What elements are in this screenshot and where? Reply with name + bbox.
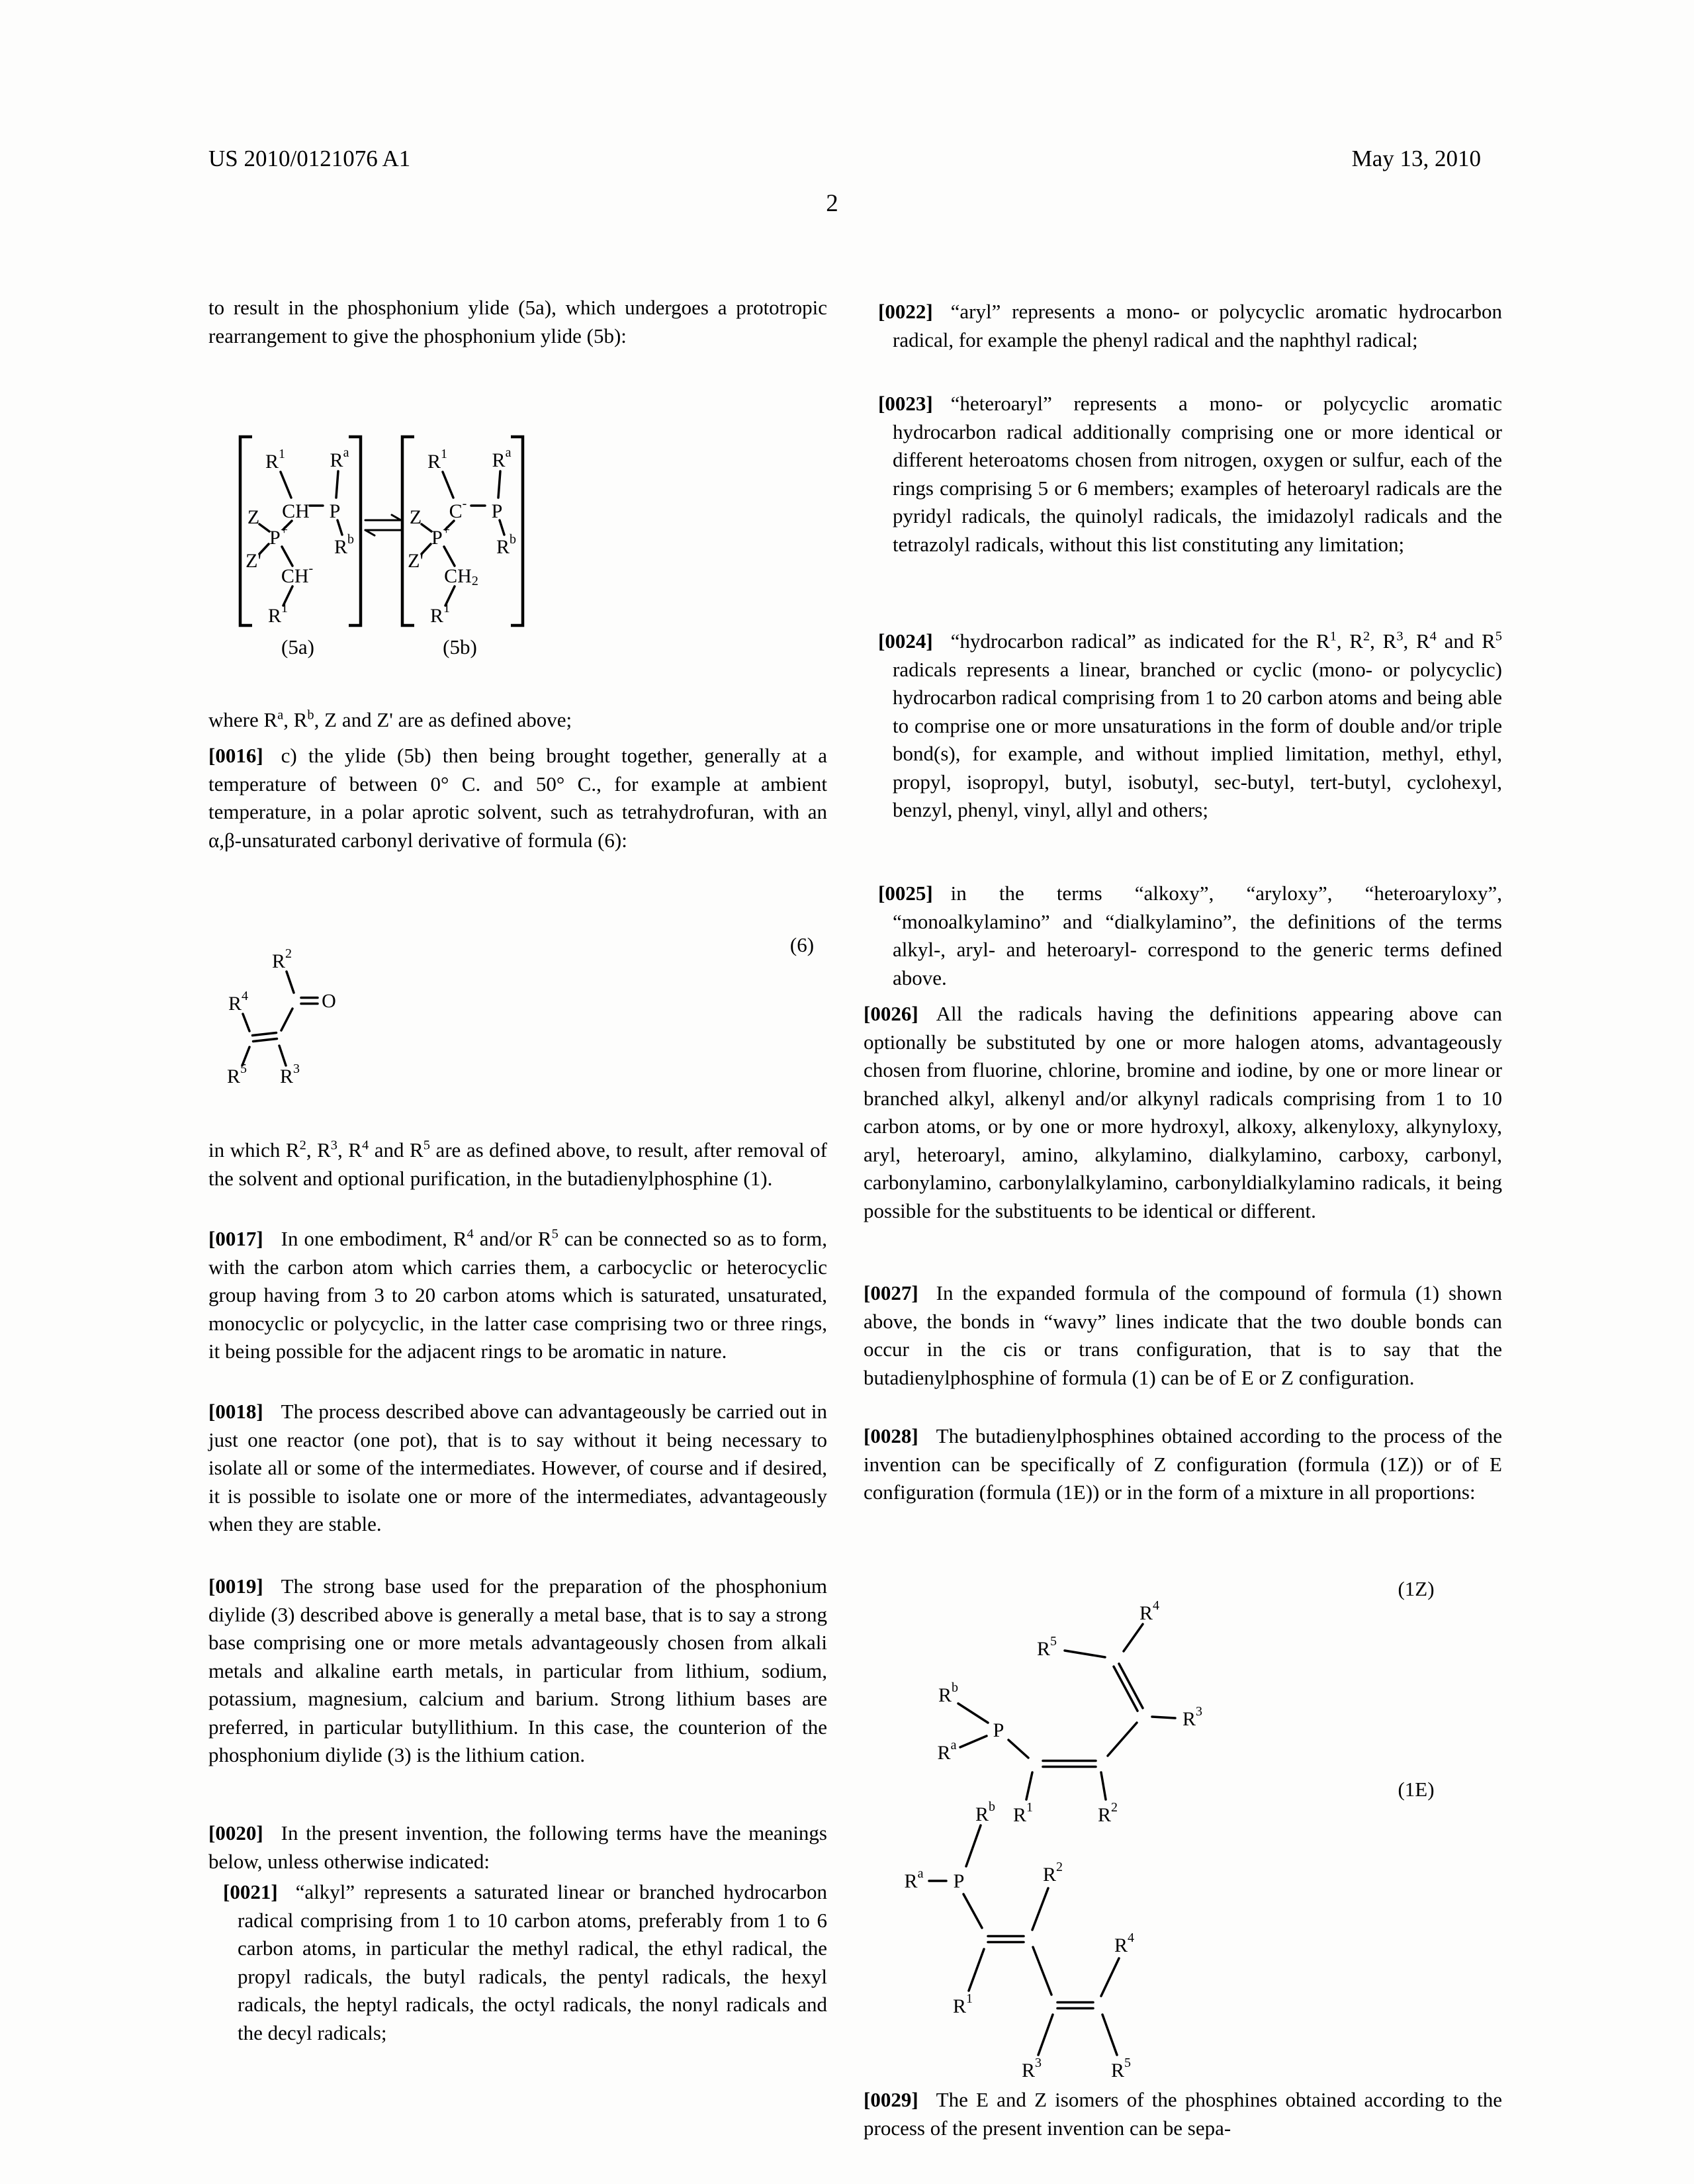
atom-label: $R^1$ — [952, 1991, 973, 2017]
publication-date: May 13, 2010 — [1351, 146, 1481, 171]
atom-label: P+ — [431, 523, 450, 549]
paragraph-text: In one embodiment, $R^4$ and/or $R^5$ can be connected so as to form, with the carbon atom which carries them, a carbocyclic or heterocyclic group having from 3 to 20 carbon atoms which is saturated, unsaturated, monocyclic or polycyclic, in the latter case comprising two or three rings, it being possible for the adjacent rings to be aromatic in nature. — [208, 1226, 828, 1363]
bracket — [240, 437, 252, 625]
paragraph-text: The butadienylphosphines obtained according to the process of the invention can be specifically of Z configuration (formula (1Z)) or of E configuration (formula (1E)) or in the form of a mixture in all proportions: — [864, 1424, 1502, 1504]
bracket — [349, 437, 361, 625]
paragraph-tag: [0016] — [208, 744, 263, 767]
atom-label: $R^5$ — [1110, 2056, 1132, 2081]
paragraph-text: where $R^a$, $R^b$, Z and Z' are as defined above; — [208, 707, 572, 731]
paragraph-text: c) the ylide (5b) then being brought together, generally at a temperature of between 0° C. and 50° C., for example at ambient temperature, in a polar aprotic solvent, such as tetrahydrofuran, with an α,β-unsaturated carbonyl derivative of formula (6): — [208, 744, 827, 852]
atom-label: $R^4$ — [1114, 1931, 1135, 1956]
paragraph-text: “alkyl” represents a saturated linear or branched hydrocarbon radical comprising from 1 to 10 carbon atoms, preferably from 1 to 6 carbon atoms, in particular the methyl radical, the ethyl radical, the propyl radicals, the butyl radicals, the pentyl radicals, the hexyl radicals, the heptyl radicals, the octyl radicals, the nonyl radicals and the decyl radicals; — [238, 1880, 827, 2044]
patent-publication-number: US 2010/0121076 A1 — [208, 146, 411, 171]
atom-label: $R^5$ — [226, 1062, 247, 1087]
atom-label: $R^2$ — [1042, 1860, 1063, 1886]
paragraph-tag: [0020] — [208, 1821, 263, 1844]
atom-label: $R^1$ — [429, 601, 451, 627]
paragraph-tag: [0018] — [208, 1400, 263, 1423]
atom-label: $R^3$ — [279, 1062, 300, 1087]
paragraph-tag: [0029] — [864, 2088, 918, 2111]
paragraph-text: “aryl” represents a mono- or polycyclic aromatic hydrocarbon radical, for example the phenyl radical and the naphthyl radical; — [893, 300, 1502, 351]
atom-label: CH- — [281, 561, 314, 587]
paragraph-tag: [0025] — [878, 882, 933, 905]
paragraph-tag: [0026] — [864, 1002, 918, 1025]
atom-label: P — [993, 1719, 1004, 1741]
atom-label: $R^b$ — [975, 1799, 996, 1825]
atom-label: $R^5$ — [1036, 1634, 1057, 1660]
structure-number-label: (5a) — [281, 635, 314, 659]
atom-label: $R^b$ — [496, 532, 517, 558]
page-number: 2 — [826, 190, 838, 217]
formula-number-label: (6) — [789, 933, 815, 956]
paragraph-text: The strong base used for the preparation of the phosphonium diylide (3) described above is generally a metal base, that is to say a strong base comprising one or more metals advantageously chosen from alkali metals and alkaline earth metals, in particular from lithium, sodium, potassium, magnesium, calcium and barium. Strong lithium bases are preferred, in particular butyllithium. In this case, the counterion of the phosphonium diylide (3) is the lithium cation. — [208, 1574, 827, 1766]
atom-label: O — [322, 989, 336, 1012]
atom-label: $R^4$ — [1139, 1598, 1160, 1624]
paragraph-tag: [0021] — [223, 1880, 278, 1903]
atom-label: $R^2$ — [271, 946, 292, 972]
paragraph-tag: [0019] — [208, 1574, 263, 1598]
paragraph-text: The process described above can advantageously be carried out in just one reactor (one pot), that is to say without it being necessary to isolate all or some of the intermediates. However, of course and if desired, it is possible to isolate one or more of the intermediates, advantageously when they are stable. — [208, 1400, 827, 1535]
atom-label: Z — [247, 506, 260, 528]
atom-label: Z — [409, 506, 422, 528]
formula-number-label: (1Z) — [1398, 1576, 1435, 1600]
paragraph-tag: [0022] — [878, 300, 933, 323]
paragraph-text: In the present invention, the following terms have the meanings below, unless otherwise indicated: — [208, 1821, 827, 1873]
atom-label: $R^b$ — [938, 1680, 959, 1706]
atom-label: $R^2$ — [1097, 1800, 1118, 1826]
bracket — [511, 437, 523, 625]
atom-label: P+ — [269, 523, 288, 549]
atom-label: P — [491, 500, 503, 522]
paragraph-text: in which $R^2$, $R^3$, $R^4$ and $R^5$ are as defined above, to result, after removal of the solvent and optional purification, in the butadienylphosphine (1). — [208, 1138, 827, 1190]
atom-label: CH — [282, 500, 310, 522]
paragraph-text: in the terms “alkoxy”, “aryloxy”, “heteroaryloxy”, “monoalkylamino” and “dialkylamino”, the definitions of the terms alkyl-, aryl- and heteroaryl- correspond to the generic terms defined above. — [893, 882, 1502, 989]
atom-label: $R^a$ — [937, 1738, 957, 1764]
paragraph-text: “heteroaryl” represents a mono- or polycyclic aromatic hydrocarbon radical additionally comprising one or more identical or different heteroatoms chosen from nitrogen, oxygen or sulfur, each of the rings comprising 5 or 6 members; examples of heteroaryl radicals are the pyridyl radicals, the quinolyl radicals, the imidazolyl radicals and the tetrazolyl radicals, without this list constituting any limitation; — [893, 392, 1502, 556]
atom-label: $R^1$ — [265, 447, 286, 473]
atom-label: P — [953, 1870, 965, 1892]
atom-label: $R^a$ — [330, 445, 349, 471]
formula-number-label: (1E) — [1398, 1777, 1435, 1801]
atom-label: $R^1$ — [267, 601, 289, 627]
paragraph-text: The E and Z isomers of the phosphines obtained according to the process of the present invention can be sepa- — [864, 2088, 1502, 2140]
atom-label: C- — [449, 496, 467, 522]
atom-label: $R^b$ — [334, 532, 355, 558]
atom-label: $R^1$ — [427, 447, 448, 473]
atom-label: $R^3$ — [1182, 1704, 1203, 1730]
atom-label: $R^3$ — [1021, 2056, 1042, 2081]
atom-label: $R^a$ — [904, 1866, 924, 1892]
paragraph-text: to result in the phosphonium ylide (5a), which undergoes a prototropic rearrangement to give the phosphonium ylide (5b): — [208, 296, 827, 347]
atom-label: $CH_2$ — [444, 565, 478, 588]
paragraph-tag: [0024] — [878, 629, 933, 653]
structure-number-label: (5b) — [443, 635, 477, 659]
paragraph-text: All the radicals having the definitions appearing above can optionally be substituted by one or more halogen atoms, advantageously chosen from fluorine, chlorine, bromine and iodine, by one or more linear or branched alkyl, alkenyl and/or alkynyl radicals comprising from 1 to 10 carbon atoms, or by one or more hydroxyl, alkoxy, alkenyloxy, alkynyloxy, aryl, heteroaryl, amino, alkylamino, dialkylamino, carboxy, carbonyl, carbonylamino, carbonylalkylamino, carbonyldialkylamino radicals, it being possible for the substituents to be identical or different. — [864, 1002, 1502, 1222]
atom-label: $R^4$ — [228, 989, 249, 1015]
paragraph-text: In the expanded formula of the compound of formula (1) shown above, the bonds in “wavy” lines indicate that the two double bonds can occur in the cis or trans configuration, that is to say that the butadienylphosphine of formula (1) can be of E or Z configuration. — [864, 1281, 1502, 1389]
atom-label: P — [329, 500, 341, 522]
atom-label: Z' — [245, 549, 261, 572]
bracket — [402, 437, 414, 625]
atom-label: $R^a$ — [492, 445, 512, 471]
atom-label: Z' — [408, 549, 424, 572]
paragraph-tag: [0017] — [208, 1227, 263, 1250]
paragraph-tag: [0023] — [878, 392, 933, 415]
atom-label: $R^1$ — [1012, 1800, 1034, 1826]
paragraph-tag: [0028] — [864, 1424, 918, 1447]
paragraph-tag: [0027] — [864, 1281, 918, 1304]
paragraph-text: “hydrocarbon radical” as indicated for the $R^1$, $R^2$, $R^3$, $R^4$ and $R^5$ radicals represents a linear, branched or cyclic (mono- or polycyclic) hydrocarbon radical comprising from 1 to 20 carbon atoms and being able to comprise one or more unsaturations in the form of double and/or triple bond(s), for example, and without implied limitation, methyl, ethyl, propyl, isopropyl, butyl, isobutyl, sec-butyl, tert-butyl, cyclohexyl, benzyl, phenyl, vinyl, allyl and others; — [893, 629, 1502, 821]
